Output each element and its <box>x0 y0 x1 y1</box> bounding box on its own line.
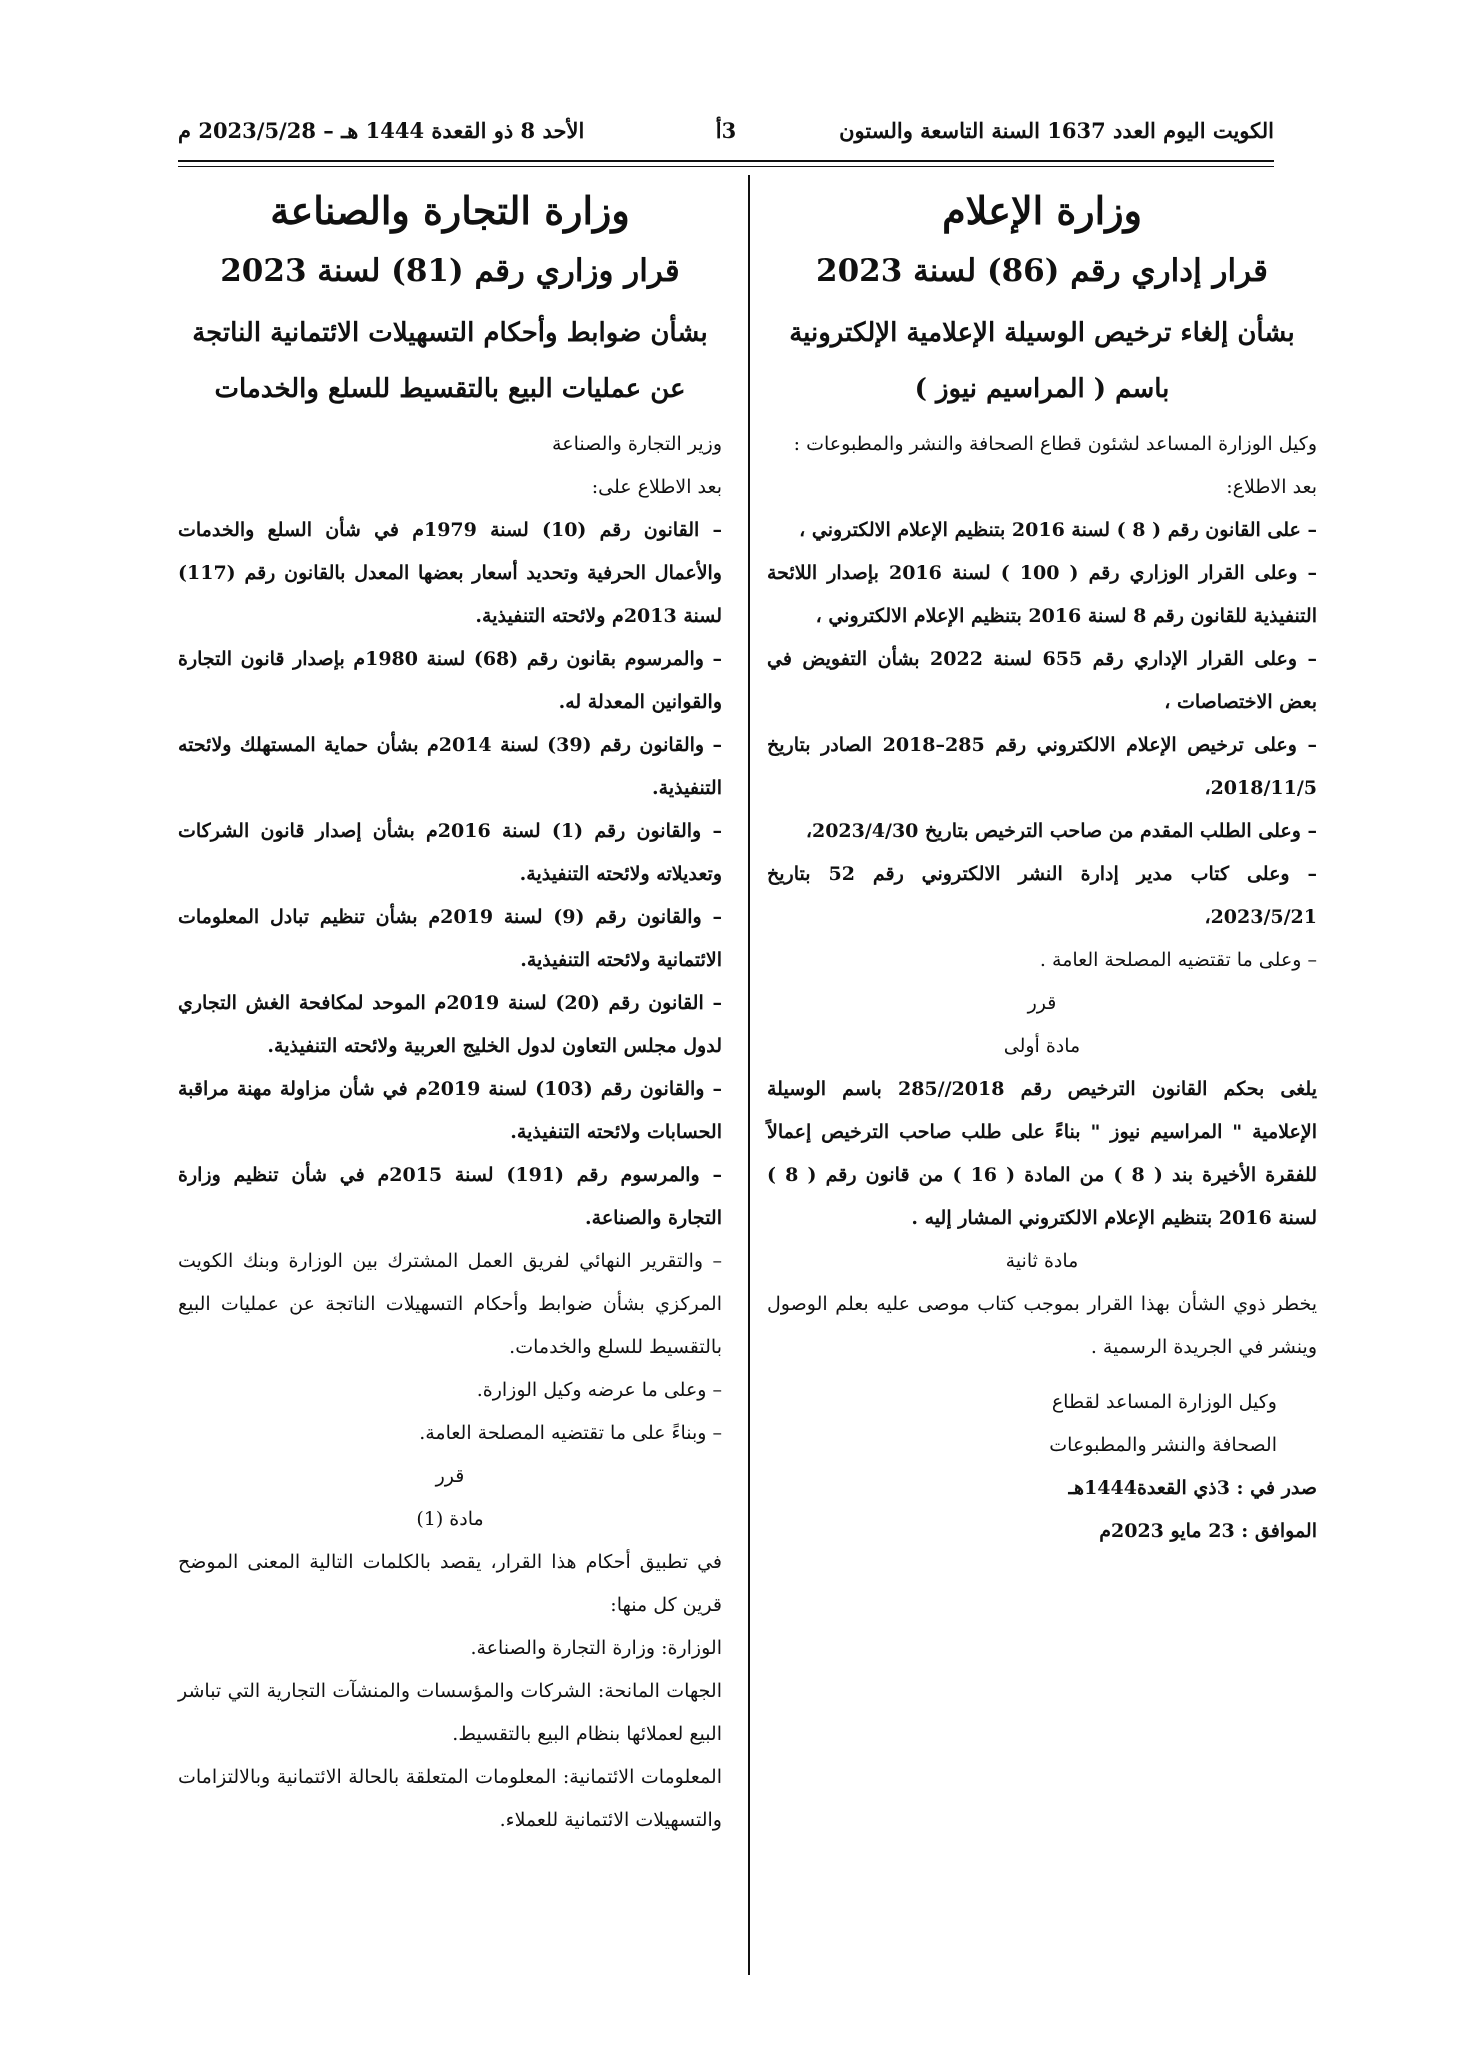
header-date: الأحد 8 ذو القعدة 1444 هـ – 2023/5/28 م <box>178 118 585 143</box>
article-text: يخطر ذوي الشأن بهذا القرار بموجب كتاب موصى عليه بعلم الوصول وينشر في الجريدة الرسمية . <box>767 1293 1317 1358</box>
column-divider <box>748 175 750 1975</box>
preamble-heading: بعد الاطلاع على: <box>591 476 722 498</box>
preamble-item: – وعلى ما تقتضيه المصلحة العامة . <box>1039 949 1317 971</box>
preamble-item: – والتقرير النهائي لفريق العمل المشترك بين الوزارة وبنك الكويت المركزي بشأن ضوابط وأحكام التسهيلات الناتجة عن عمليات البيع بالتقسيط للسلع والخدمات. <box>178 1250 722 1358</box>
ministry-title: وزارة التجارة والصناعة <box>270 188 630 233</box>
article-text: يلغى بحكم القانون الترخيص رقم 2018//285 باسم الوسيلة الإعلامية " المراسيم نيوز " بناءً على طلب صاحب الترخيص إعمالاً للفقرة الأخيرة بند ( 8 ) من المادة ( 16 ) من قانون رقم ( 8 ) لسنة 2016 بتنظيم الإعلام الالكتروني المشار إليه . <box>767 1078 1318 1229</box>
subject-line: بشأن ضوابط وأحكام التسهيلات الائتمانية الناتجة <box>192 318 708 348</box>
preamble-item: – وعلى ما عرضه وكيل الوزارة. <box>476 1379 722 1401</box>
preamble-item: – والقانون رقم (103) لسنة 2019م في شأن مزاولة مهنة مراقبة الحسابات ولائحته التنفيذية. <box>178 1078 723 1143</box>
preamble-heading: بعد الاطلاع: <box>1226 476 1317 498</box>
preamble-item: – والمرسوم رقم (191) لسنة 2015م في شأن تنظيم وزارة التجارة والصناعة. <box>178 1164 722 1229</box>
ministry-information-column <box>767 178 1317 1553</box>
preamble-item: – وعلى ترخيص الإعلام الالكتروني رقم 285–2018 الصادر بتاريخ 2018/11/5، <box>767 734 1317 799</box>
preamble-item: – والمرسوم بقانون رقم (68) لسنة 1980م بإصدار قانون التجارة والقوانين المعدلة له. <box>178 648 722 713</box>
subject-line: باسم ( المراسيم نيوز ) <box>914 374 1170 404</box>
subject-line: بشأن إلغاء ترخيص الوسيلة الإعلامية الإلكترونية <box>789 318 1295 348</box>
definition-item: المعلومات الائتمانية: المعلومات المتعلقة بالحالة الائتمانية وبالالتزامات والتسهيلات الائتمانية للعملاء. <box>178 1766 722 1831</box>
article-text: في تطبيق أحكام هذا القرار، يقصد بالكلمات التالية المعنى الموضح قرين كل منها: <box>178 1551 722 1616</box>
issuer-line: وزير التجارة والصناعة <box>552 433 722 455</box>
preamble-item: – وعلى القرار الوزاري رقم ( 100 ) لسنة 2016 بإصدار اللائحة التنفيذية للقانون رقم 8 لسنة 2016 بتنظيم الإعلام الالكتروني ، <box>767 562 1318 627</box>
decision-subject <box>767 305 1317 417</box>
header-newspaper-issue: الكويت اليوم العدد 1637 السنة التاسعة والستون <box>839 118 1274 143</box>
signatory-title: الصحافة والنشر والمطبوعات <box>1049 1434 1277 1456</box>
preamble-item: – القانون رقم (20) لسنة 2019م الموحد لمكافحة الغش التجاري لدول مجلس التعاون لدول الخليج العربية ولائحته التنفيذية. <box>178 992 722 1057</box>
preamble-item: – على القانون رقم ( 8 ) لسنة 2016 بتنظيم الإعلام الالكتروني ، <box>799 519 1317 541</box>
preamble-item: – القانون رقم (10) لسنة 1979م في شأن السلع والخدمات والأعمال الحرفية وتحديد أسعار بعضها المعدل بالقانون رقم (117) لسنة 2013م ولائحته التنفيذية. <box>178 519 722 627</box>
issuer-line: وكيل الوزارة المساعد لشئون قطاع الصحافة والنشر والمطبوعات : <box>793 433 1317 455</box>
preamble-item: – والقانون رقم (39) لسنة 2014م بشأن حماية المستهلك ولائحته التنفيذية. <box>178 734 722 799</box>
article-title: مادة ثانية <box>1005 1250 1079 1272</box>
preamble-item: – وعلى الطلب المقدم من صاحب الترخيص بتاريخ 2023/4/30، <box>805 820 1317 842</box>
header-rule-thick <box>178 160 1274 162</box>
preamble-item: – وبناءً على ما تقتضيه المصلحة العامة. <box>419 1422 722 1444</box>
decision-subject <box>178 305 722 417</box>
page-header <box>178 118 1274 152</box>
subject-line: عن عمليات البيع بالتقسيط للسلع والخدمات <box>214 374 686 404</box>
preamble-item: – وعلى كتاب مدير إدارة النشر الالكتروني رقم 52 بتاريخ 2023/5/21، <box>767 863 1317 928</box>
gregorian-date: الموافق : 23 مايو 2023م <box>1099 1520 1317 1542</box>
issue-date: صدر في : 3ذي القعدة1444هـ <box>1068 1477 1317 1499</box>
article-title: مادة أولى <box>1003 1035 1081 1057</box>
ministry-title: وزارة الإعلام <box>942 188 1142 233</box>
article-title: مادة (1) <box>416 1508 484 1530</box>
decision-title: قرار وزاري رقم (81) لسنة 2023 <box>220 253 680 289</box>
preamble-item: – والقانون رقم (1) لسنة 2016م بشأن إصدار قانون الشركات وتعديلاته ولائحته التنفيذية. <box>178 820 722 885</box>
preamble-item: – وعلى القرار الإداري رقم 655 لسنة 2022 بشأن التفويض في بعض الاختصاصات ، <box>767 648 1317 713</box>
definition-item: الوزارة: وزارة التجارة والصناعة. <box>470 1637 722 1659</box>
decided-heading: قرر <box>435 1465 465 1487</box>
ministry-commerce-column <box>178 178 722 1842</box>
definition-item: الجهات المانحة: الشركات والمؤسسات والمنشآت التجارية التي تباشر البيع لعملائها بنظام البيع بالتقسيط. <box>178 1680 722 1745</box>
decided-heading: قرر <box>1027 992 1057 1014</box>
header-rule-thin <box>178 166 1274 167</box>
signatory-title: وكيل الوزارة المساعد لقطاع <box>1051 1391 1277 1413</box>
header-page-number: 3أ <box>715 118 737 143</box>
preamble-item: – والقانون رقم (9) لسنة 2019م بشأن تنظيم تبادل المعلومات الائتمانية ولائحته التنفيذية. <box>178 906 722 971</box>
decision-title: قرار إداري رقم (86) لسنة 2023 <box>816 253 1268 289</box>
